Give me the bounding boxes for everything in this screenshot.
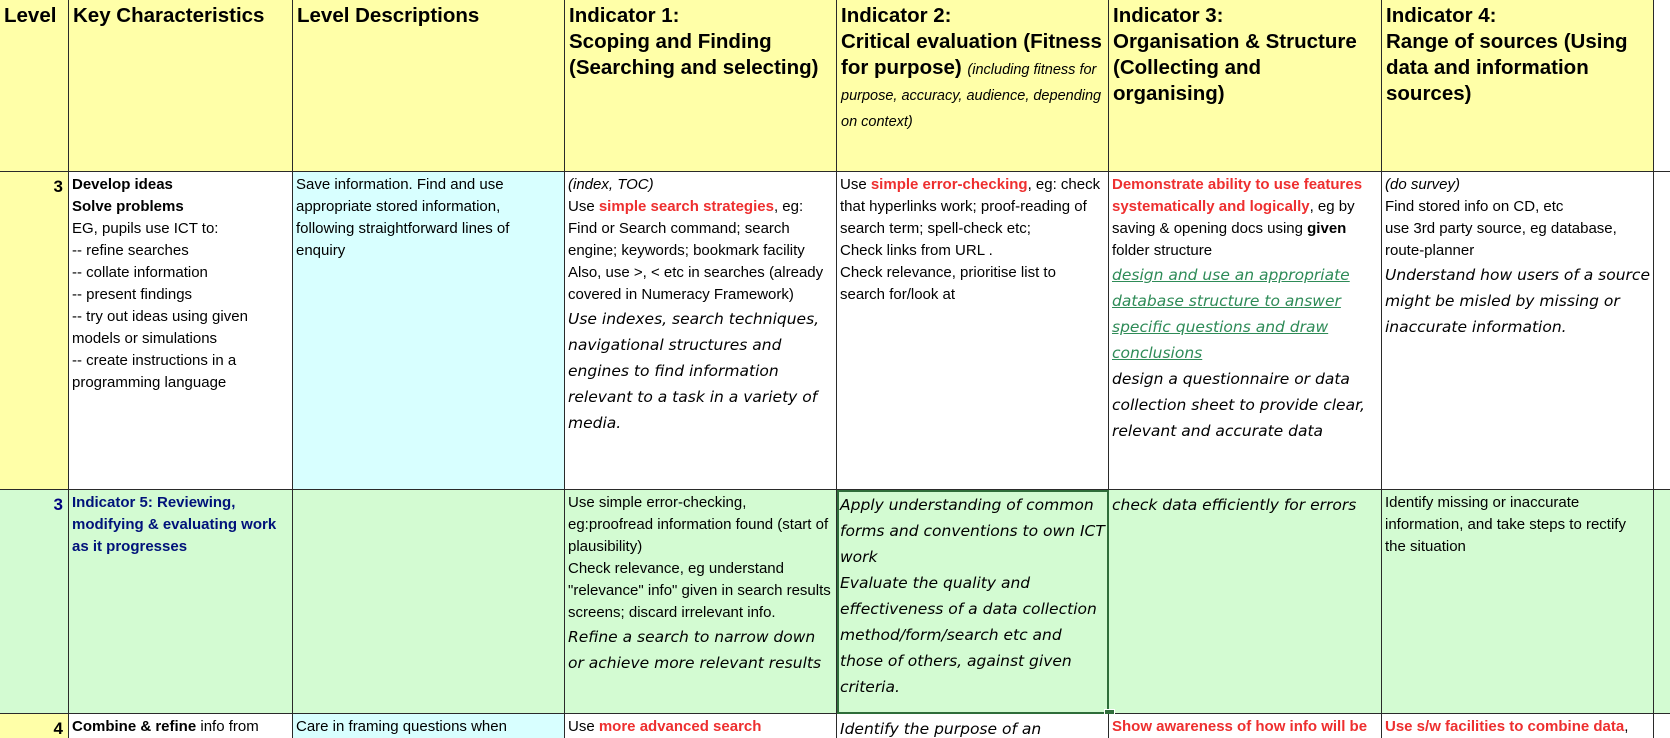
- row1-i2-line: Check relevance, prioritise list to search for/look at: [840, 264, 1056, 303]
- row1-indicator-2[interactable]: [837, 172, 1109, 490]
- header-key-label: Key Characteristics: [73, 4, 265, 27]
- row3-indicator-3[interactable]: [1109, 714, 1382, 738]
- row3-key-text: info from: [196, 718, 259, 735]
- row2-i4-text: Identify missing or inaccurate information, and take steps to rectify the situation: [1385, 494, 1626, 555]
- header-indicator-1[interactable]: [565, 0, 837, 172]
- row1-indicator-3[interactable]: [1109, 172, 1382, 490]
- row1-i4-line: (do survey): [1385, 176, 1461, 193]
- header-desc-label: Level Descriptions: [297, 4, 480, 27]
- row1-i1-line: Also, use >, < etc in searches (already covered in Numeracy Framework): [568, 264, 824, 303]
- row1-i2-text: Use: [840, 176, 871, 193]
- row1-i4-handwritten: Understand how users of a source might be misled by missing or inaccurate information.: [1385, 266, 1650, 336]
- cell-overflow-col[interactable]: [1654, 714, 1670, 738]
- row1-key-line: -- try out ideas using given models or simulations: [72, 308, 248, 347]
- row1-level[interactable]: [0, 172, 69, 490]
- row2-i1-handwritten: Refine a search to narrow down or achieve more relevant results: [568, 628, 822, 672]
- row1-key-line: -- collate information: [72, 264, 208, 281]
- cell-overflow-col[interactable]: [1654, 490, 1670, 714]
- row1-i4-line: Find stored info on CD, etc: [1385, 198, 1564, 215]
- row1-i1-line: (index, TOC): [568, 176, 654, 193]
- row3-level[interactable]: [0, 714, 69, 738]
- header-indicator-4[interactable]: [1382, 0, 1654, 172]
- row3-indicator-2[interactable]: [837, 714, 1109, 738]
- row2-level[interactable]: [0, 490, 69, 714]
- row1-i4-line: use 3rd party source, eg database, route-planner: [1385, 220, 1617, 259]
- header-indicator-2[interactable]: [837, 0, 1109, 172]
- header-ind1-title: Indicator 1:: [569, 4, 680, 27]
- row3-level-value: 4: [53, 719, 63, 738]
- row2-i2-handwritten: Evaluate the quality and effectiveness of a data collection method/form/search etc and those of others, against given criteria.: [840, 574, 1097, 696]
- header-level-label: Level: [4, 4, 57, 27]
- row3-i4-text: ,: [1624, 718, 1629, 735]
- header-level[interactable]: [0, 0, 69, 172]
- cell-overflow-col[interactable]: [1654, 0, 1670, 172]
- header-ind2-subtitle: Critical evaluation (Fitness for purpose): [841, 30, 1102, 79]
- header-ind3-subtitle: Organisation & Structure (Collecting and organising): [1113, 30, 1357, 105]
- row1-key-line: Solve problems: [72, 198, 184, 215]
- header-ind4-title: Indicator 4:: [1386, 4, 1497, 27]
- row1-key-line: -- create instructions in a programming language: [72, 352, 237, 391]
- row1-i2-highlight: simple error-checking: [870, 176, 1028, 193]
- row1-key-line: -- refine searches: [72, 242, 189, 259]
- row2-indicator-1[interactable]: [565, 490, 837, 714]
- row1-key-line: EG, pupils use ICT to:: [72, 220, 219, 237]
- header-ind2-title: Indicator 2:: [841, 4, 952, 27]
- row2-i3-handwritten: check data efficiently for errors: [1112, 496, 1357, 514]
- cell-overflow-col[interactable]: [1654, 172, 1670, 490]
- row1-i1-handwritten: Use indexes, search techniques, navigational structures and engines to find information relevant to a task in a variety of media.: [568, 310, 820, 432]
- row1-i2-text: , eg: check that hyperlinks work; proof-reading of search term; spell-check etc;: [840, 176, 1101, 237]
- row1-i1-text: , eg: Find or Search command; search engine; keywords; bookmark facility: [568, 198, 805, 259]
- row1-key-line: -- present findings: [72, 286, 193, 303]
- row3-i2-handwritten: Identify the purpose of an: [840, 720, 1042, 738]
- row1-indicator-1[interactable]: [565, 172, 837, 490]
- row1-key-characteristics[interactable]: [69, 172, 293, 490]
- header-ind1-subtitle: Scoping and Finding (Searching and selecting): [569, 30, 819, 79]
- header-indicator-3[interactable]: [1109, 0, 1382, 172]
- row1-level-value: 3: [53, 177, 63, 196]
- row1-key-line: Develop ideas: [72, 176, 173, 193]
- row1-i3-highlight: Demonstrate ability to use features systematically and logically: [1112, 176, 1363, 215]
- row3-indicator-4[interactable]: [1382, 714, 1654, 738]
- row2-key-characteristics[interactable]: [69, 490, 293, 714]
- row2-indicator-3[interactable]: [1109, 490, 1382, 714]
- row3-i4-highlight: Use s/w facilities to combine data: [1385, 718, 1625, 735]
- row2-indicator-4[interactable]: [1382, 490, 1654, 714]
- row2-key-text: Indicator 5: Reviewing, modifying & evaluating work as it progresses: [72, 494, 277, 555]
- row3-key-characteristics[interactable]: [69, 714, 293, 738]
- row3-i1-text: Use: [568, 718, 599, 735]
- row2-i1-line: Check relevance, eg understand "relevance" info" given in search results screens; discard irrelevant info.: [568, 560, 831, 621]
- header-ind2-note: (including fitness for purpose, accuracy, audience, depending on context): [841, 62, 1102, 130]
- row2-i2-handwritten: Apply understanding of common forms and conventions to own ICT work: [840, 496, 1105, 566]
- row3-key-bold: Combine & refine: [72, 718, 197, 735]
- row2-i1-line: Use simple error-checking, eg:proofread information found (start of plausibility): [568, 494, 829, 555]
- row1-i3-text: , eg by saving & opening docs using: [1112, 198, 1355, 237]
- row1-i2-line: Check links from URL .: [840, 242, 993, 259]
- row1-i3-bold: given: [1307, 220, 1347, 237]
- row1-desc-text: Save information. Find and use appropriate stored information, following straightforward lines of enquiry: [296, 176, 510, 259]
- row1-indicator-4[interactable]: [1382, 172, 1654, 490]
- row2-indicator-2-selected[interactable]: [837, 490, 1109, 714]
- header-level-descriptions[interactable]: [293, 0, 565, 172]
- row1-i3-handwritten-green: design and use an appropriate database structure to answer specific questions and draw conclusions: [1112, 266, 1350, 362]
- row3-level-description[interactable]: [293, 714, 565, 738]
- row3-i1-highlight: more advanced search: [598, 718, 762, 735]
- header-ind3-title: Indicator 3:: [1113, 4, 1224, 27]
- row3-i3-highlight: Show awareness of how info will be: [1112, 718, 1368, 735]
- row2-level-description[interactable]: [293, 490, 565, 714]
- row2-level-value: 3: [53, 495, 63, 514]
- header-ind4-subtitle: Range of sources (Using data and information sources): [1386, 30, 1628, 105]
- header-key-characteristics[interactable]: [69, 0, 293, 172]
- row3-indicator-1[interactable]: [565, 714, 837, 738]
- row1-i1-text: Use: [568, 198, 599, 215]
- row1-i3-handwritten: design a questionnaire or data collection sheet to provide clear, relevant and accurate data: [1112, 370, 1365, 440]
- row1-i3-text: folder structure: [1112, 242, 1213, 259]
- row3-desc-text: Care in framing questions when: [296, 718, 507, 735]
- row1-i1-highlight: simple search strategies: [598, 198, 774, 215]
- row1-level-description[interactable]: [293, 172, 565, 490]
